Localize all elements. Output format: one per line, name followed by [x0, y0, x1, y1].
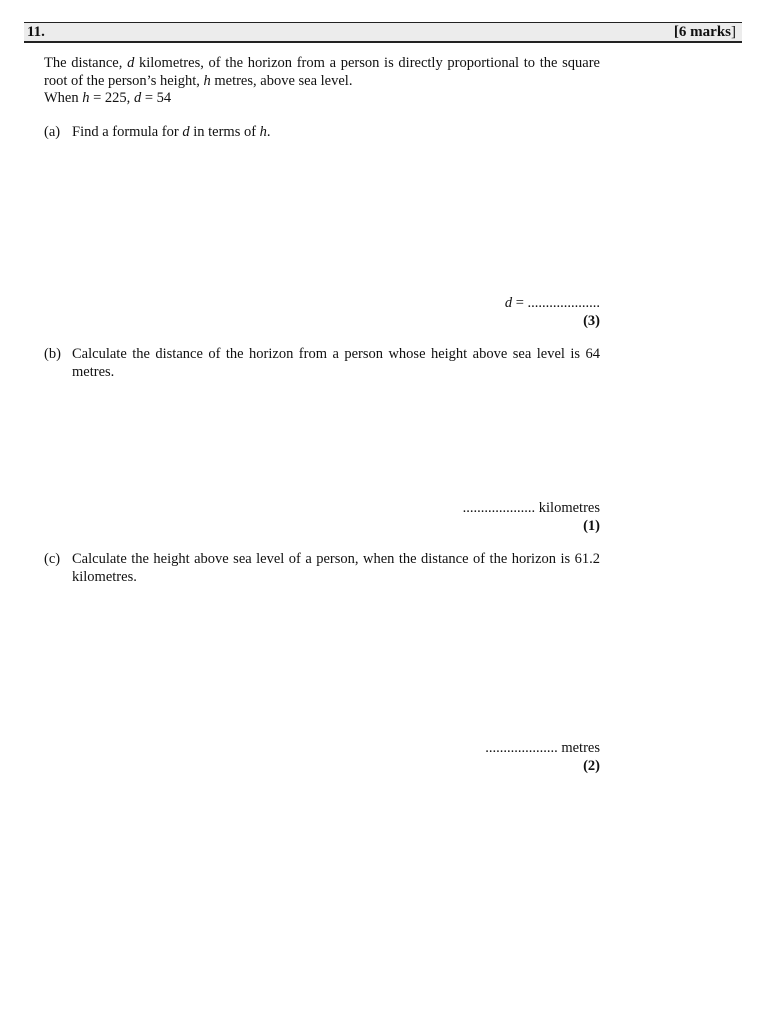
question-header: [24, 22, 742, 43]
variable-d: d: [182, 124, 190, 140]
part-c-text: Calculate the height above sea level of a person, when the distance of the horizon is 61.2 kilometres.: [72, 551, 600, 585]
variable-d: d: [133, 90, 142, 106]
part-a-text-segment: in terms of: [189, 124, 260, 140]
part-a-text-segment: Find a formula for: [72, 124, 183, 140]
given-text: = 225,: [89, 90, 134, 106]
part-a-answer-line[interactable]: [505, 295, 600, 313]
part-a: [44, 124, 600, 142]
question-number: 11.: [27, 24, 45, 40]
part-b-answer-line[interactable]: .................... kilometres: [462, 500, 600, 516]
part-a-text: [72, 124, 600, 142]
total-marks: [674, 24, 736, 41]
part-a-text-segment: .: [266, 124, 271, 140]
total-marks-label: [6 marks: [673, 24, 731, 40]
part-b-marks: (1): [583, 518, 600, 534]
variable-h: h: [203, 72, 211, 89]
given-text: = 54: [141, 90, 172, 106]
part-a-marks: (3): [583, 313, 600, 329]
question-intro: [44, 55, 600, 108]
part-b-text: Calculate the distance of the horizon from a person whose height above sea level is 64 metres.: [72, 346, 600, 380]
intro-text: metres, above sea level.: [210, 72, 353, 89]
variable-h: h: [259, 124, 267, 140]
part-c-letter: (c): [44, 551, 61, 567]
part-a-letter: (a): [44, 124, 61, 140]
variable-h: h: [82, 90, 90, 106]
answer-dots: = ....................: [512, 295, 600, 311]
given-values: [44, 90, 600, 108]
total-marks-close: ]: [731, 24, 736, 40]
variable-d: d: [127, 55, 135, 71]
part-b: [44, 346, 600, 381]
intro-text: kilometres, of the horizon from a person is directly proportional to the square root of the person’s height,: [44, 55, 600, 89]
part-c-answer-line[interactable]: .................... metres: [485, 740, 600, 756]
intro-text: The distance,: [44, 55, 128, 71]
part-b-letter: (b): [44, 346, 61, 362]
given-text: When: [44, 90, 83, 106]
answer-variable-d: d: [504, 295, 513, 311]
part-c: [44, 551, 600, 586]
intro-sentence: [44, 55, 600, 90]
part-c-marks: (2): [583, 758, 600, 774]
